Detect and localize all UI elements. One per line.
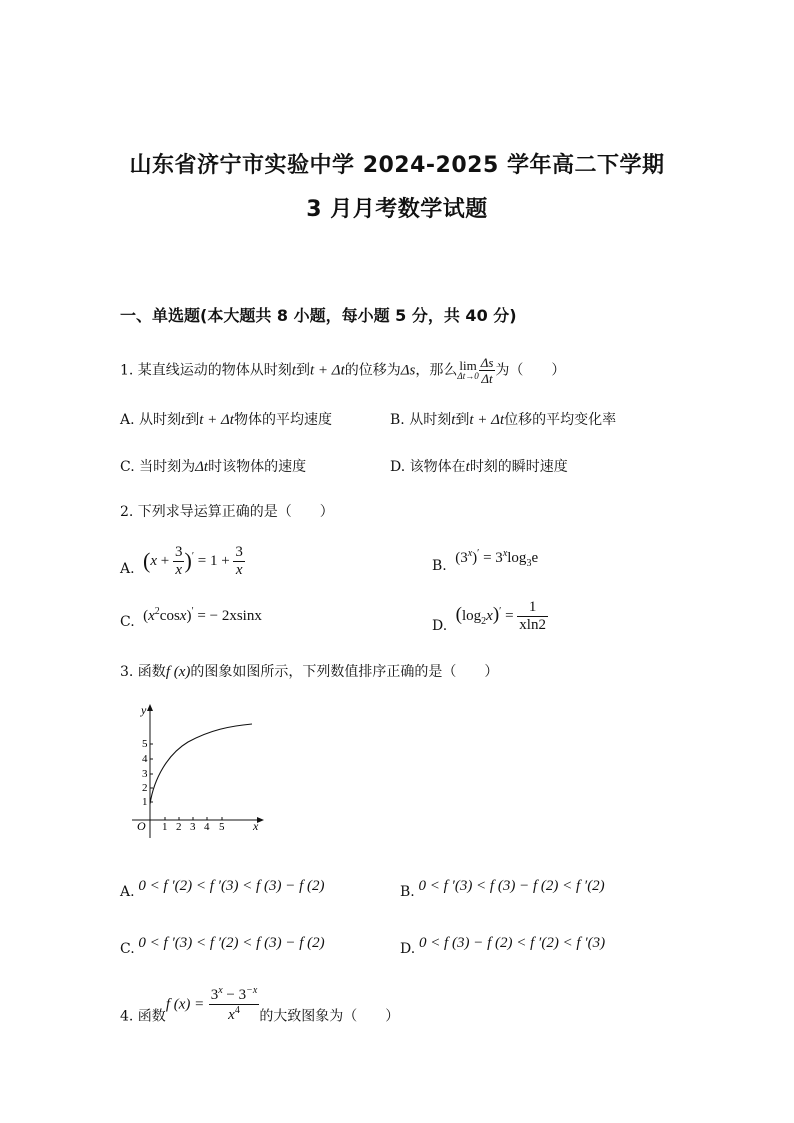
- y-tick-1: 1: [142, 796, 148, 808]
- question-3-stem: 3. 函数f (x)的图象如图所示，下列数值排序正确的是（ ）: [120, 664, 499, 680]
- y-tick-3: 3: [142, 768, 148, 780]
- question-3-option-a: A. 0 < f ′(2) < f ′(3) < f (3) − f (2): [120, 878, 325, 900]
- question-2-option-c: C. $(x^2\cos x)'$ = − 2xsinx: [120, 606, 262, 630]
- limit-expression: lim Δt→0: [457, 357, 479, 381]
- question-1-stem: 1. 某直线运动的物体从时刻t到t + Δt的位移为Δs，那么 lim Δt→0 $\frac{\Delta s}{\Delta t}$ 为（ ）: [120, 355, 566, 386]
- question-4-stem: 4. 函数f (x) = $\frac{3^x - 3^{-x}}{x^4}$ 的大致图象为（ ）: [120, 985, 400, 1025]
- y-axis-label: y: [141, 703, 147, 717]
- y-tick-2: 2: [142, 782, 148, 794]
- x-tick-4: 4: [204, 821, 210, 833]
- x-tick-2: 2: [176, 821, 182, 833]
- x-tick-5: 5: [219, 821, 225, 833]
- function-curve: [150, 724, 252, 804]
- question-2-option-a: A. (x + $\frac{3}{x}$ )′ = 1 + $\frac{3}{x}$: [120, 544, 243, 578]
- question-1-option-d: D. 该物体在t时刻的瞬时速度: [390, 459, 568, 475]
- x-axis-label: x: [253, 819, 259, 833]
- question-3-option-d: D. 0 < f (3) − f (2) < f ′(2) < f ′(3): [400, 935, 606, 957]
- function-graph: [118, 700, 268, 840]
- page-title-line-1: 山东省济宁市实验中学 2024-2025 学年高二下学期: [129, 153, 665, 178]
- question-1-option-a: A. 从时刻t到t + Δt物体的平均速度: [120, 412, 332, 428]
- question-3-option-c: C. 0 < f ′(3) < f ′(2) < f (3) − f (2): [120, 935, 325, 957]
- x-tick-3: 3: [190, 821, 196, 833]
- question-2-option-d: D. $(\log_2x)'$ = $\frac{1}{xln2}$: [432, 599, 546, 634]
- y-tick-4: 4: [142, 753, 148, 765]
- question-4-fraction: $\frac{3^x - 3^{-x}}{x^4}$: [210, 985, 258, 1023]
- question-1-option-b: B. 从时刻t到t + Δt位移的平均变化率: [390, 412, 617, 428]
- section-heading: 一、单选题(本大题共 8 小题，每小题 5 分，共 40 分): [120, 306, 517, 325]
- y-tick-5: 5: [142, 738, 148, 750]
- origin-label: O: [137, 819, 146, 833]
- page-title-line-2: 3 月月考数学试题: [306, 197, 488, 222]
- question-1-option-c: C. 当时刻为Δt时该物体的速度: [120, 459, 307, 475]
- x-tick-1: 1: [162, 821, 168, 833]
- question-2-stem: 2. 下列求导运算正确的是（ ）: [120, 504, 334, 520]
- delta-fraction: $\frac{\Delta s}{\Delta t}$: [480, 355, 494, 386]
- y-axis-arrow: [147, 704, 153, 711]
- question-3-option-b: B. 0 < f ′(3) < f (3) − f (2) < f ′(2): [400, 878, 605, 900]
- question-2-option-b: B. $(3^x)' = 3^x\log_3e$: [432, 548, 539, 574]
